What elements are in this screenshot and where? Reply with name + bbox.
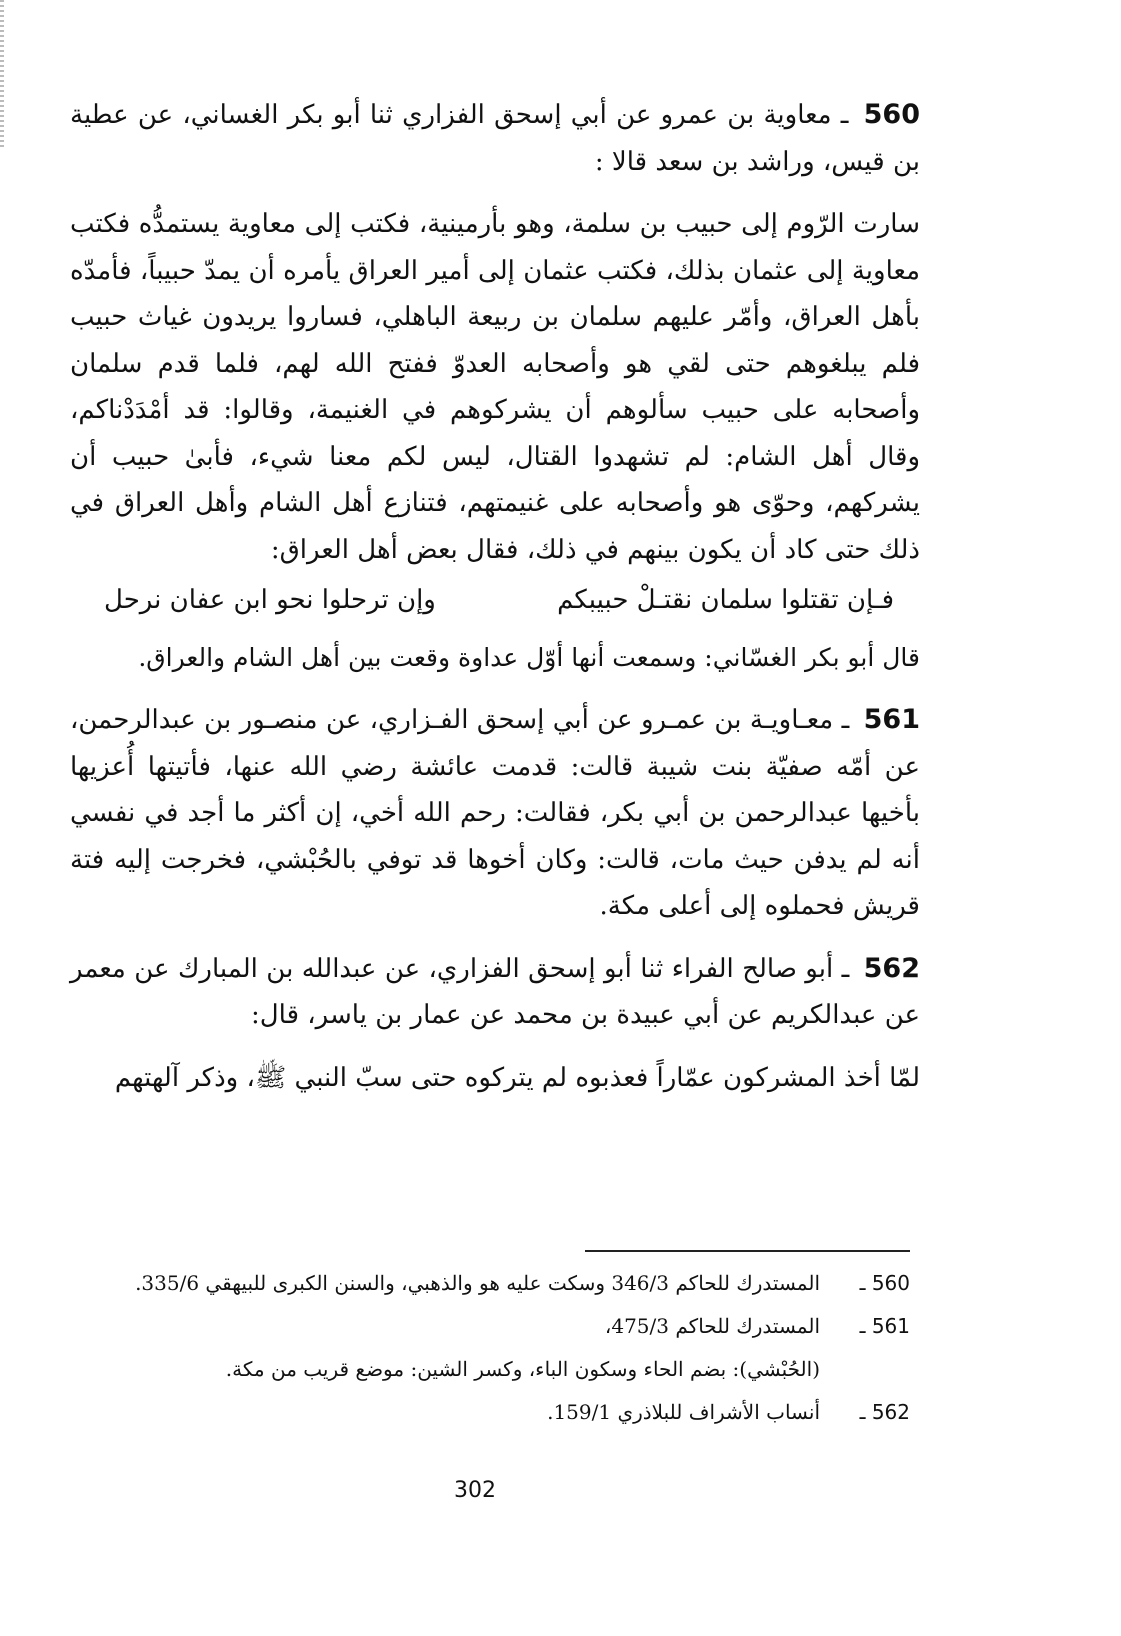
footnote-561	[70, 1305, 910, 1348]
footnote-text: أنساب الأشراف للبلاذري 159/1.	[547, 1400, 820, 1424]
footnote-number: 562 ـ	[859, 1400, 910, 1424]
page-body	[70, 92, 920, 1101]
page-number: 302	[454, 1478, 496, 1503]
footnote-number: 560 ـ	[859, 1271, 910, 1295]
hadith-562-text: لمّا أخذ المشركون عمّاراً فعذبوه لم يتركوه حتى سبّ النبي ﷺ، وذكر آلهتهم	[114, 1062, 920, 1093]
hadith-562-chain-text: ـ أبو صالح الفراء ثنا أبو إسحق الفزاري، عن عبدالله بن المبارك عن معمر عن عبدالكريم عن أبي عبيدة بن محمد عن عمار بن ياسر، قال:	[70, 953, 920, 1030]
hadith-560-number: 560	[863, 99, 921, 130]
hadith-560-closing: قال أبو بكر الغسّاني: وسمعت أنها أوّل عداوة وقعت بين أهل الشام والعراق.	[138, 643, 920, 672]
hadith-562-chain	[70, 946, 920, 1039]
hadith-561	[70, 697, 920, 930]
footnotes	[70, 1262, 910, 1434]
hadith-561-text: ـ معـاويـة بن عمـرو عن أبي إسحق الفـزاري، عن منصـور بن عبدالرحمن، عن أمّه صفيّة بنت شيبة قالت: قدمت عائشة رضي الله عنها، فأتيتها أُعزيها بأخيها عبدالرحمن بن أبي بكر، فقالت: رحم الله أخي، إن أكثر ما أجد في نفسي أنه لم يدفن حيث مات، قالت: وكان أخوها قد توفي بالحُبْشي، فخرجت إليه فتة قريش فحملوه إلى أعلى مكة.	[70, 705, 920, 921]
hadith-560-chain-text: ـ معاوية بن عمرو عن أبي إسحق الفزاري ثنا أبو بكر الغساني، عن عطية بن قيس، وراشد بن سعد قالا :	[70, 100, 920, 177]
hadith-561-number: 561	[863, 704, 920, 735]
footnote-rule	[585, 1250, 910, 1252]
footnote-562	[70, 1391, 910, 1434]
footnote-561-gloss: (الحُبْشي): بضم الحاء وسكون الباء، وكسر الشين: موضع قريب من مكة.	[225, 1357, 820, 1381]
footnote-text: المستدرك للحاكم 346/3 وسكت عليه هو والذهبي، والسنن الكبرى للبيهقي 335/6.	[135, 1271, 820, 1295]
footnote-560	[70, 1262, 910, 1305]
poem-verse	[70, 577, 920, 623]
hadith-560-chain	[70, 92, 920, 185]
verse-first-hemistich: فـإن تقتلوا سلمان نقتـلْ حبيبكم	[557, 585, 894, 615]
footnote-number: 561 ـ	[859, 1314, 910, 1338]
hadith-560-text: سارت الرّوم إلى حبيب بن سلمة، وهو بأرمينية، فكتب إلى معاوية يستمدُّه فكتب معاوية إلى عثمان بذلك، فكتب عثمان إلى أمير العراق يأمره أن يمدّ حبيباً، فأمدّه بأهل العراق، وأمّر عليهم سلمان بن ربيعة الباهلي، فساروا يريدون غياث حبيب فلم يبلغوهم حتى لقي هو وأصحابه العدوّ ففتح الله لهم، فلما قدم سلمان وأصحابه على حبيب سألوهم أن يشركوهم في الغنيمة، وقالوا: قد أمْدَدْناكم، وقال أهل الشام: لم تشهدوا القتال، ليس لكم معنا شيء، فأبىٰ حبيب أن يشركهم، وحوّى هو وأصحابه على غنيمتهم، فتنازع أهل الشام وأهل العراق في ذلك حتى كاد أن يكون بينهم في ذلك، فقال بعض أهل العراق:	[70, 209, 920, 565]
scan-edge-mark	[0, 0, 4, 150]
footnote-text: المستدرك للحاكم 475/3،	[604, 1314, 820, 1338]
verse-second-hemistich: وإن ترحلوا نحو ابن عفان نرحل	[104, 585, 436, 615]
hadith-562-number: 562	[863, 952, 920, 984]
